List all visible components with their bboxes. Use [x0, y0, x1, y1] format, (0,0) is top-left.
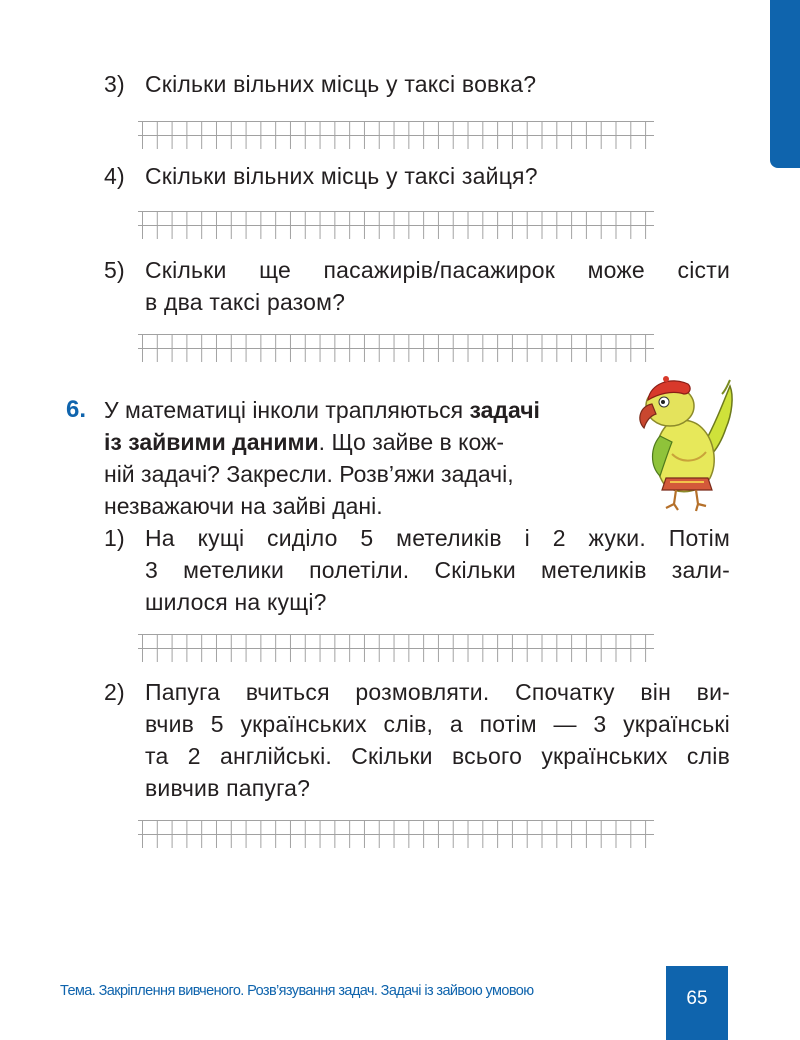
- subtask-1: [104, 522, 730, 618]
- answer-grid[interactable]: [138, 634, 654, 662]
- subtask-text-line: та 2 англійські. Скільки всього українських слів: [145, 743, 730, 769]
- intro-text: У математиці інколи трапляються: [104, 397, 470, 423]
- question-text-line: в два таксі разом?: [145, 289, 346, 315]
- question-number: 4): [104, 163, 125, 189]
- subtask-text-line: 3 метелики полетіли. Скільки метеликів зали-: [145, 557, 730, 583]
- intro-text: . Що зайве в кож-: [318, 429, 505, 455]
- subtask-text-line: На кущі сиділо 5 метеликів і 2 жуки. Потім: [145, 525, 730, 551]
- subtask-text-line: шилося на кущі?: [145, 589, 327, 615]
- parrot-icon: [626, 366, 744, 516]
- intro-bold: із зайвими даними: [104, 429, 319, 455]
- question-5: [104, 254, 730, 318]
- subtask-number: 2): [104, 679, 125, 705]
- answer-grid[interactable]: [138, 334, 654, 362]
- question-number: 5): [104, 257, 125, 283]
- task-intro-line: [104, 426, 624, 458]
- task-intro-line: ній задачі? Закресли. Розв’яжи задачі,: [104, 461, 514, 487]
- answer-grid[interactable]: [138, 820, 654, 848]
- subtask-text-line: вчив 5 українських слів, а потім — 3 українські: [145, 711, 730, 737]
- task-intro: [104, 394, 624, 522]
- subtask-text-line: Папуга вчиться розмовляти. Спочатку він ви-: [145, 679, 730, 705]
- question-number: 3): [104, 71, 125, 97]
- task-number: 6.: [66, 396, 87, 423]
- question-3: [104, 68, 536, 100]
- answer-grid[interactable]: [138, 121, 654, 149]
- question-text: Скільки вільних місць у таксі зайця?: [145, 163, 538, 189]
- question-text: Скільки вільних місць у таксі вовка?: [145, 71, 537, 97]
- side-tab: [770, 0, 800, 168]
- page-number-text: 65: [686, 988, 708, 1009]
- page-number: [666, 966, 728, 1040]
- question-4: [104, 160, 538, 192]
- task-intro-line: незважаючи на зайві дані.: [104, 493, 383, 519]
- subtask-2: [104, 676, 730, 804]
- question-text-line: Скільки ще пасажирів/пасажирок може сісти: [145, 257, 730, 283]
- subtask-number: 1): [104, 525, 125, 551]
- subtask-text-line: вивчив папуга?: [145, 775, 311, 801]
- task-intro-line: [104, 394, 624, 426]
- answer-grid[interactable]: [138, 211, 654, 239]
- footer-topic: Тема. Закріплення вивченого. Розв’язування задач. Задачі із зайвою умовою: [60, 983, 534, 999]
- intro-bold: задачі: [469, 397, 540, 423]
